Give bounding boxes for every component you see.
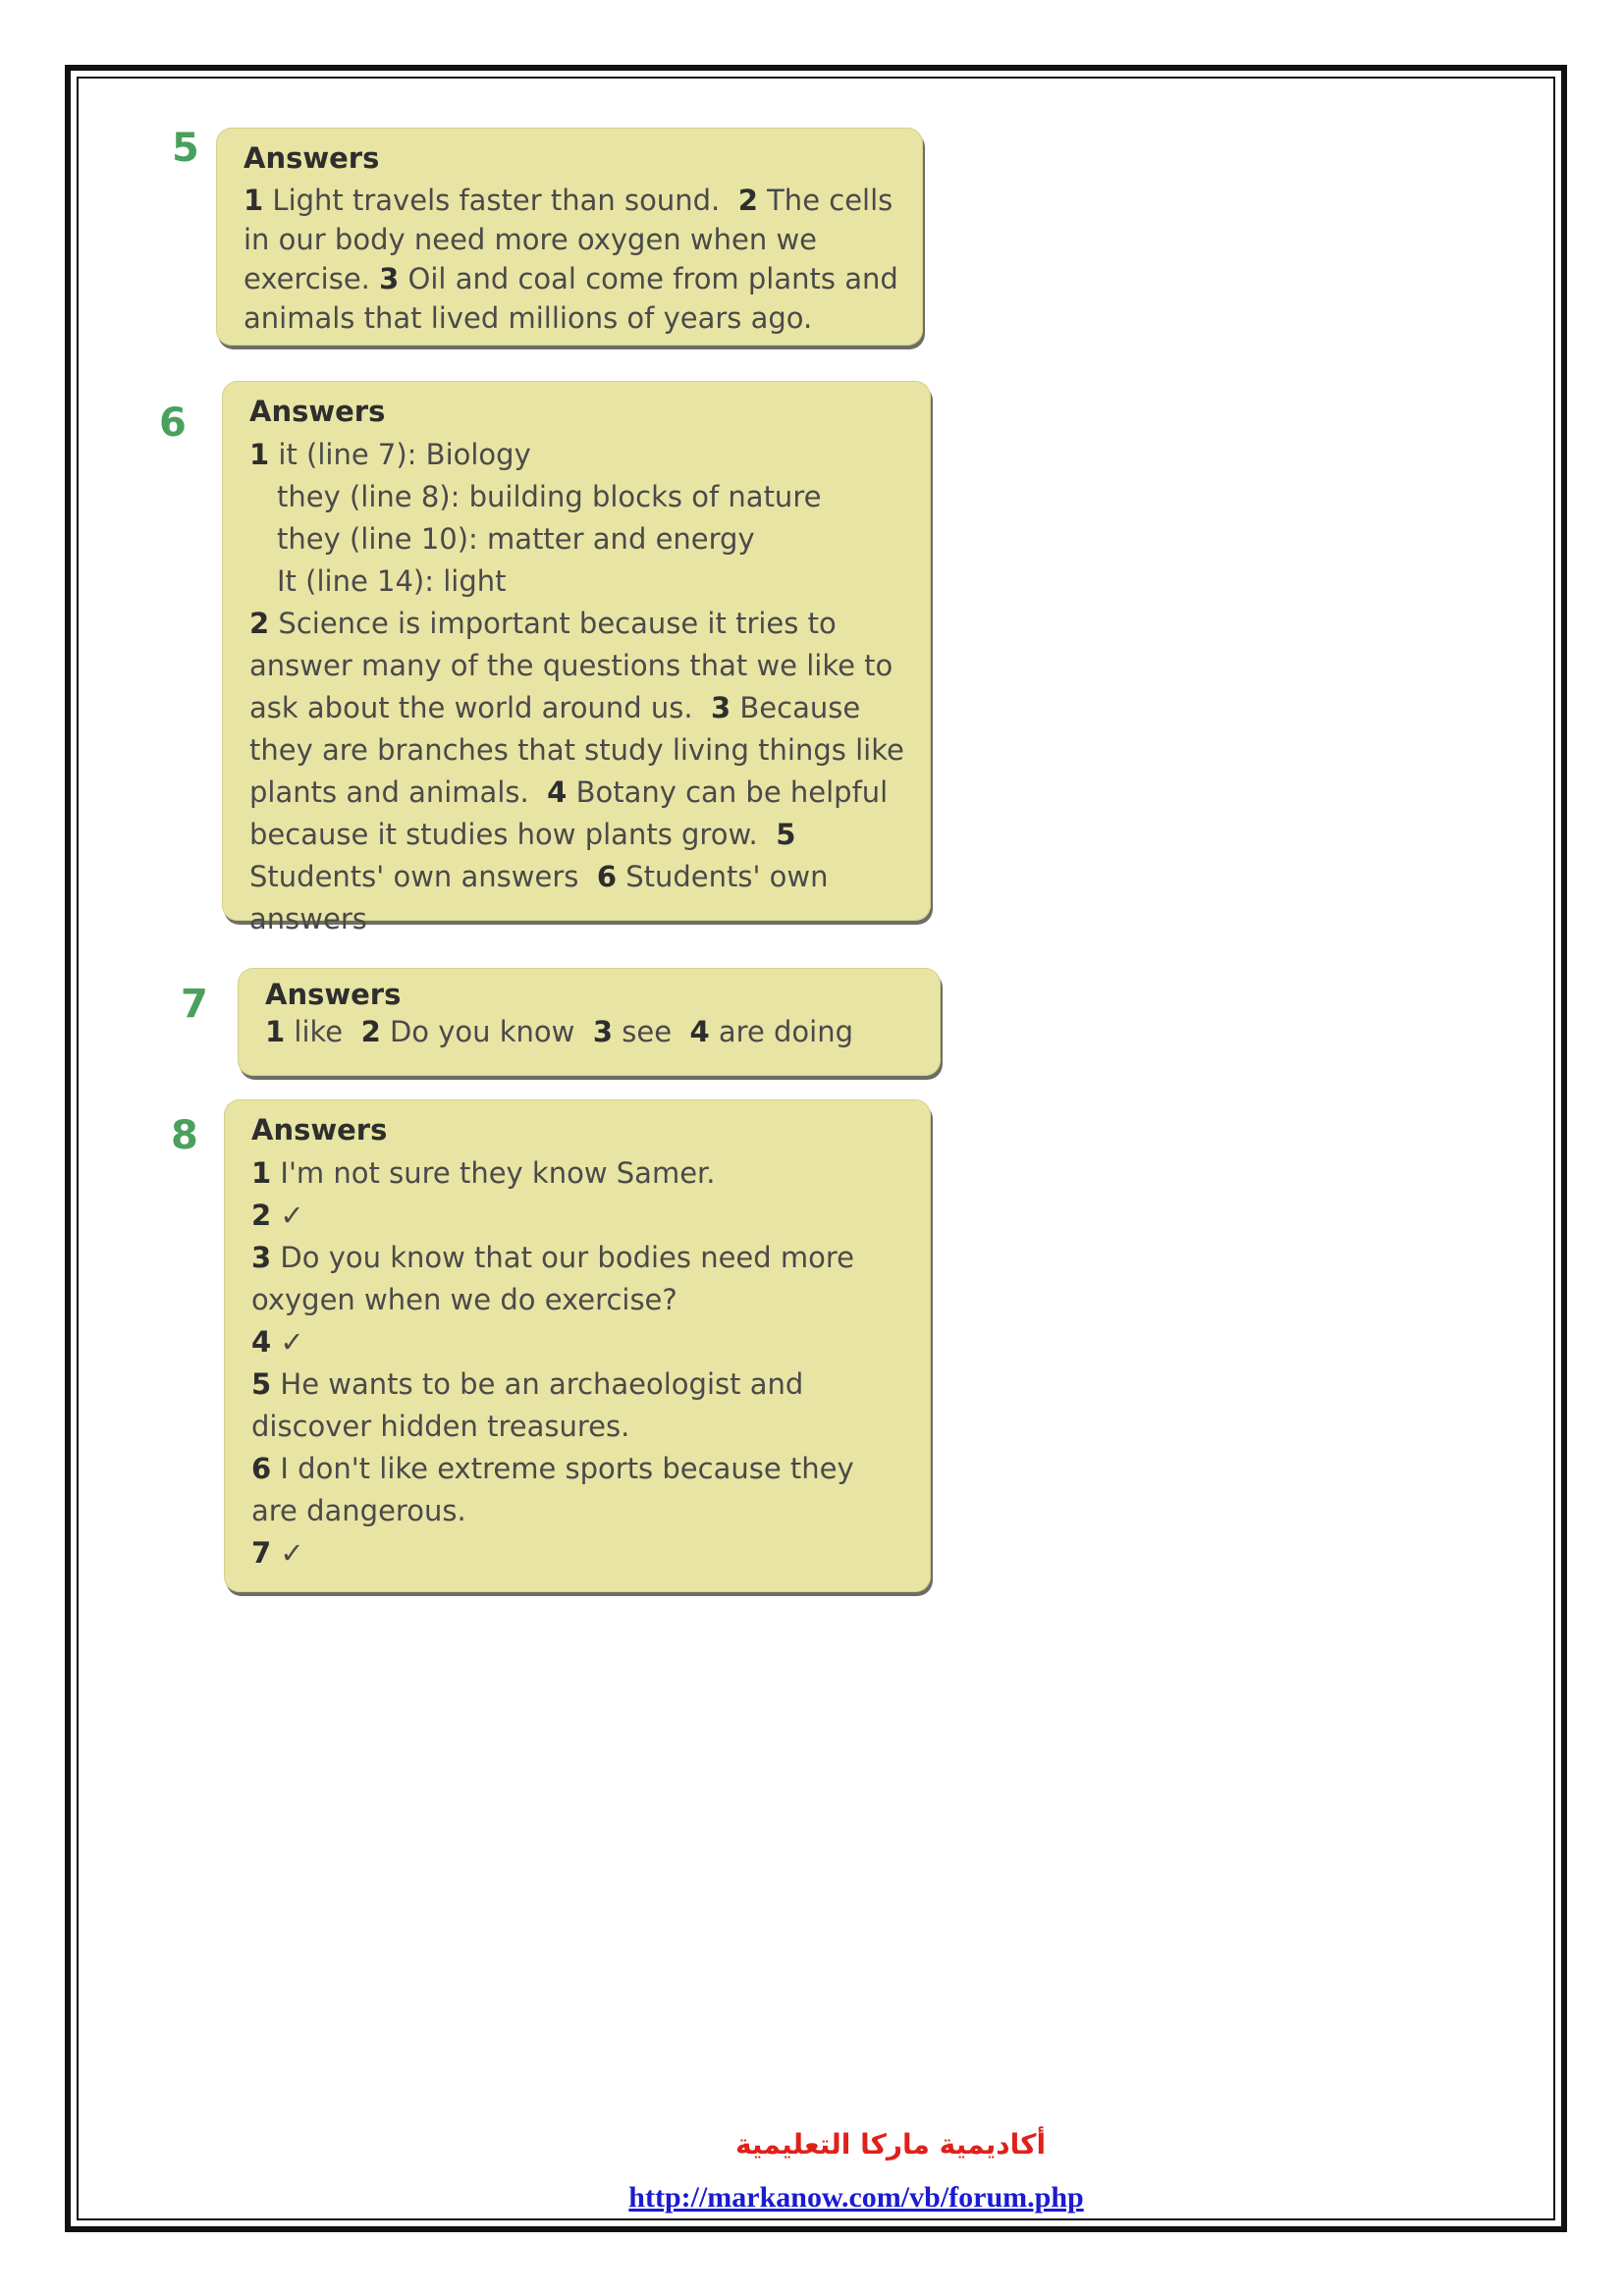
answer-box-7 <box>238 968 941 1076</box>
exercise-number-7: 7 <box>181 982 208 1027</box>
answer-text-7: 1 like 2 Do you know 3 see 4 are doing <box>265 1015 854 1048</box>
footer-academy-name: أكاديمية ماركا التعليمية <box>734 2128 1047 2161</box>
exercise-number-5: 5 <box>172 126 199 171</box>
answer-text-8: 1 I'm not sure they know Samer. 2 ✓ 3 Do you know that our bodies need more oxygen when we do exercise? 4 ✓ 5 He wants to be an archaeologist and discover hidden treasures. 6 I don't like extreme sports because they are dangerous. 7 ✓ <box>251 1156 855 1570</box>
exercise-number-6: 6 <box>159 400 187 446</box>
answers-heading: Answers <box>249 395 386 428</box>
answer-box-8 <box>224 1099 931 1592</box>
answer-text-6: 1 it (line 7): Biology they (line 8): building blocks of nature they (line 10): matter and energy It (line 14): light 2 Science is important because it tries to answer many of the questions that we like to ask about the world around us. 3 Because they are branches that study living things like plants and animals. 4 Botany can be helpful because it studies how plants grow. 5 Students' own answers 6 Students' own answers <box>249 438 904 935</box>
answer-box-6 <box>222 381 931 935</box>
answer-text-5: 1 Light travels faster than sound. 2 The cells in our body need more oxygen when we exercise. 3 Oil and coal come from plants and animals that lived millions of years ago. <box>244 184 898 335</box>
footer-forum-link[interactable]: http://markanow.com/vb/forum.php <box>628 2181 1084 2214</box>
answers-heading: Answers <box>244 141 380 175</box>
exercise-number-8: 8 <box>171 1113 198 1158</box>
answer-box-5 <box>216 128 923 346</box>
answers-heading: Answers <box>265 978 402 1011</box>
answers-heading: Answers <box>251 1113 388 1147</box>
